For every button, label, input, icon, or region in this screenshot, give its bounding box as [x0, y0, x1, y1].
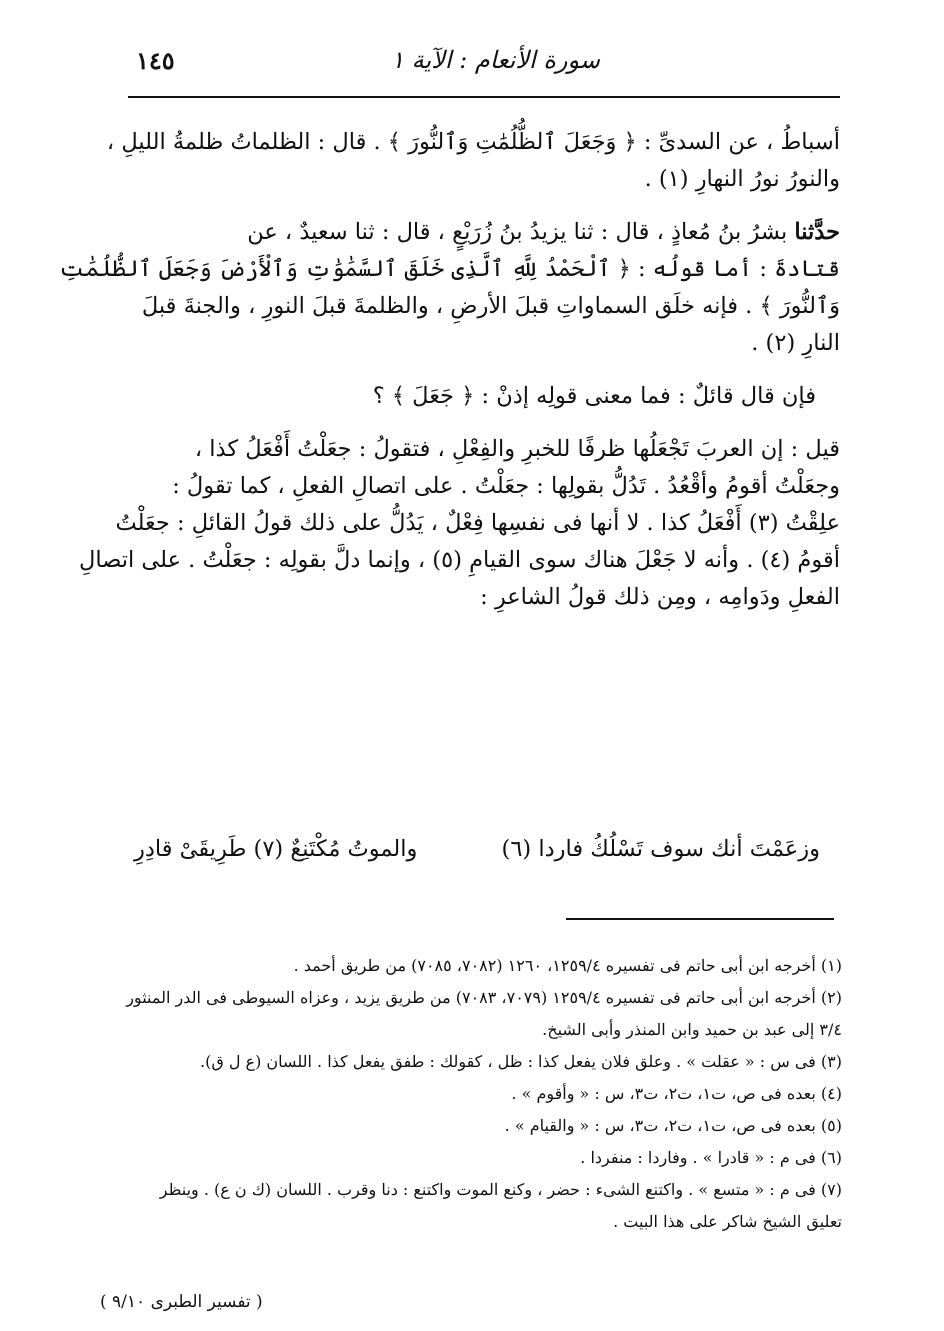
paragraph-gap	[128, 198, 840, 214]
text-line: قيل : إن العربَ تَجْعَلُها ظرفًا للخبرِ والفِعْلِ ، فتقولُ : جعَلْتُ أَفْعَلُ كذا ،	[194, 436, 840, 462]
poem-hemistich-first: وزعَمْتَ أنك سوف تَسْلُكُ فاردا (٦)	[501, 836, 820, 862]
footnote: (٥) بعده فى ص، ت١، ت٢، ت٣، س : « والقيام » .	[504, 1116, 842, 1135]
volume-signature: ( تفسير الطبرى ٩/١٠ )	[100, 1292, 263, 1312]
footnote: (٦) فى م : « قادرا » . وفاردا : منفردا .	[580, 1148, 842, 1167]
poem-verse	[128, 836, 840, 876]
text-line: أسباطُ ، عن السدىِّ : ﴿ وَجَعَلَ ٱلظُّلُمَٰتِ وَٱلنُّورَ ﴾ . قال : الظلماتُ ظلمةُ الليلِ ،	[106, 129, 840, 155]
paragraph-gap	[128, 362, 840, 378]
text-line: والنورُ نورُ النهارِ (١) .	[644, 166, 840, 192]
page-header	[128, 40, 840, 88]
main-text	[59, 124, 840, 616]
text-line: قتادةَ : أما قولُه : ﴿ ٱلْحَمْدُ لِلَّهِ ٱلَّذِى خَلَقَ ٱلسَّمَٰوَٰتِ وَٱلْأَرْضَ وَجَعَلَ ٱلظُّلُمَٰتِ	[59, 256, 840, 282]
paragraph-gap	[128, 415, 840, 431]
text-line: النارِ (٢) .	[751, 330, 840, 356]
footnote: (٣) فى س : « عقلت » . وعلق فلان يفعل كذا : ظل ، كقولك : طفق يفعل كذا . اللسان (ع ل ق).	[200, 1052, 842, 1071]
footnote: (٢) أخرجه ابن أبى حاتم فى تفسيره ١٢٥٩/٤ (٧٠٧٩، ٧٠٨٣) من طريق يزيد ، وعزاه السيوطى فى الدر المنثور ٣/٤ إلى عبد بن حميد وابن المنذر وأبى الشيخ.	[126, 988, 842, 1039]
text-line: وجعَلْتُ أقومُ وأقْعُدُ . تَدُلُّ بقولِها : جعَلْتُ . على اتصالِ الفعلِ ، كما تقولُ :	[172, 473, 840, 499]
footnote: (١) أخرجه ابن أبى حاتم فى تفسيره ١٢٥٩/٤، ١٢٦٠ (٧٠٨٢، ٧٠٨٥) من طريق أحمد .	[293, 956, 842, 975]
text-line: فإن قال قائلٌ : فما معنى قولِه إذنْ : ﴿ جَعَلَ ﴾ ؟	[372, 383, 816, 409]
text-line-rest: بشرُ بنُ مُعاذٍ ، قال : ثنا يزيدُ بنُ زُرَيْعٍ ، قال : ثنا سعيدٌ ، عن	[247, 219, 788, 245]
text-line	[128, 214, 840, 251]
footnotes	[120, 950, 842, 1238]
header-rule	[128, 96, 840, 98]
text-line: الفعلِ ودَوامِه ، ومِن ذلك قولُ الشاعرِ :	[480, 584, 840, 610]
text-line: أقومُ (٤) . وأنه لا جَعْلَ هناك سوى القيامِ (٥) ، وإنما دلَّ بقولِه : جعَلْتُ . على اتصالِ	[78, 547, 840, 573]
running-title: سورة الأنعام : الآية ١	[391, 46, 600, 74]
footnote: (٧) فى م : « متسع » . واكتنع الشىء : حضر ، وكنع الموت واكتنع : دنا وقرب . اللسان (ك ن ع) . وينظر تعليق الشيخ شاكر على هذا البيت .	[159, 1180, 842, 1231]
poem-hemistich-second: والموتُ مُكْتَنِعٌ (٧) طَرِيقَىْ قادِرِ	[134, 836, 418, 862]
text-line: علِقْتُ (٣) أَفْعَلُ كذا . لا أنها فى نفسِها فِعْلٌ ، يَدُلُّ على ذلك قولُ القائلِ : جعَلْتُ	[115, 510, 840, 536]
page-number: ١٤٥	[136, 46, 175, 75]
footnote-separator	[566, 918, 834, 920]
footnote: (٤) بعده فى ص، ت١، ت٢، ت٣، س : « وأقوم » .	[511, 1084, 842, 1103]
isnad-lead-word: حدَّثنا	[794, 219, 840, 245]
text-line: وَٱلنُّورَ ﴾ . فإنه خلَق السماواتِ قبلَ الأرضِ ، والظلمةَ قبلَ النورِ ، والجنةَ قبلَ	[141, 293, 840, 319]
